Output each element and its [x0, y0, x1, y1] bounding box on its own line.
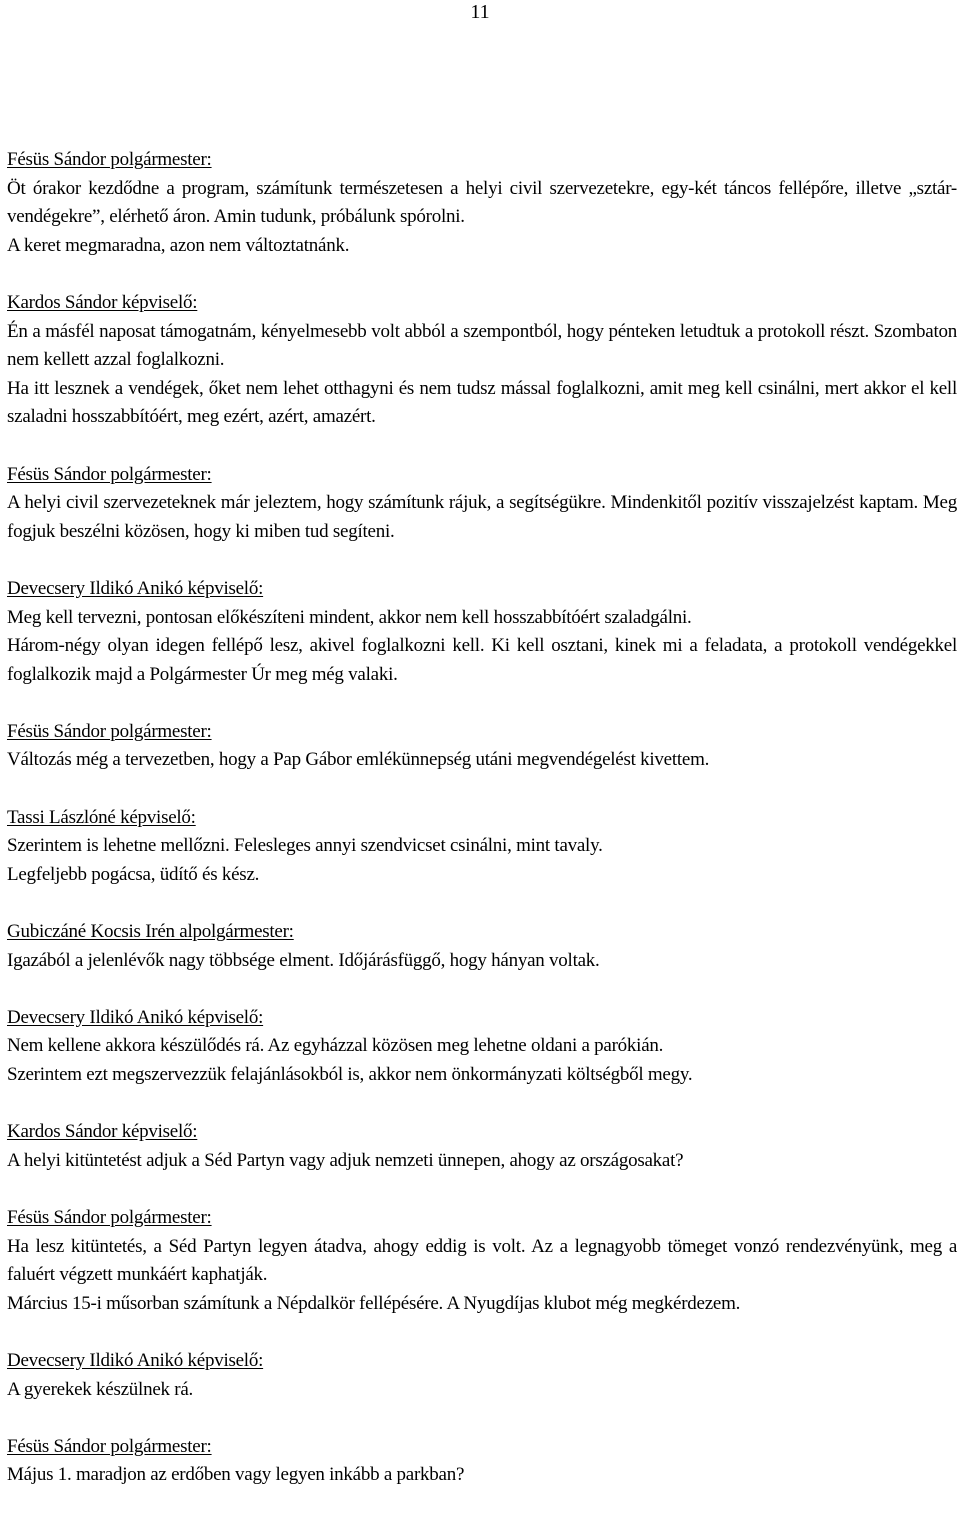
speaker-name: Devecsery Ildikó Anikó képviselő:: [7, 577, 264, 599]
speech-paragraph: A gyerekek készülnek rá.: [7, 1378, 194, 1400]
speech-paragraph: A helyi kitüntetést adjuk a Séd Partyn vagy adjuk nemzeti ünnepen, ahogy az országosakat?: [7, 1149, 684, 1171]
speech-paragraph: Ha itt lesznek a vendégek, őket nem lehet otthagyni és nem tudsz mással foglalkozni, amit meg kell csinálni, mert akkor el kell szaladni hosszabbítóért, meg ezért, azért, amazért.: [7, 377, 957, 428]
page-number: 11: [470, 1, 490, 23]
speech-paragraph: Igazából a jelenlévők nagy többsége elment. Időjárásfüggő, hogy hányan voltak.: [7, 949, 600, 971]
speaker-name: Kardos Sándor képviselő:: [7, 1121, 198, 1143]
speech-paragraph: Három-négy olyan idegen fellépő lesz, akivel foglalkozni kell. Ki kell osztani, kinek mi a feladata, a protokoll vendégekkel foglalkozik majd a Polgármester Úr meg még valaki.: [7, 635, 957, 685]
speech-paragraph: Május 1. maradjon az erdőben vagy legyen inkább a parkban?: [7, 1464, 465, 1486]
speaker-name: Fésüs Sándor polgármester:: [7, 149, 212, 170]
speech-paragraph: Legfeljebb pogácsa, üdítő és kész.: [7, 863, 260, 885]
speaker-name: Devecsery Ildikó Anikó képviselő:: [7, 1349, 264, 1371]
speech-block: [7, 575, 957, 689]
speaker-name: Fésüs Sándor polgármester:: [7, 1206, 212, 1228]
speaker-name: Gubiczáné Kocsis Irén alpolgármester:: [7, 921, 294, 943]
speech-block: [7, 1004, 957, 1090]
speech-paragraph: Ha lesz kitüntetés, a Séd Partyn legyen átadva, ahogy eddig is volt. Az a legnagyobb tömeget vonzó rendezvényünk, meg a faluért végzett munkáért kaphatják.: [7, 1235, 957, 1286]
speech-paragraph: Változás még a tervezetben, hogy a Pap Gábor emlékünnepség utáni megvendégelést kivettem.: [7, 749, 710, 771]
speech-block: [7, 1204, 957, 1318]
speech-block: [7, 1433, 957, 1490]
speaker-name: Tassi Lászlóné képviselő:: [7, 806, 196, 828]
speech-paragraph: Öt órakor kezdődne a program, számítunk természetesen a helyi civil szervezetekre, egy-két táncos fellépőre, illetve „sztár-vendégekre”, elérhető áron. Amin tudunk, próbálunk spórolni.: [7, 177, 957, 228]
speech-paragraph: A helyi civil szervezeteknek már jeleztem, hogy számítunk rájuk, a segítségükre. Mindenkitől pozitív visszajelzést kaptam. Meg fogjuk beszélni közösen, hogy ki miben tud segíteni.: [7, 492, 957, 542]
speech-paragraph: Nem kellene akkora készülődés rá. Az egyházzal közösen meg lehetne oldani a parókián.: [7, 1035, 664, 1057]
speech-block: [7, 804, 957, 890]
speech-paragraph: Meg kell tervezni, pontosan előkészíteni mindent, akkor nem kell hosszabbítóért szaladgálni.: [7, 606, 692, 628]
speaker-name: Fésüs Sándor polgármester:: [7, 720, 212, 742]
speech-block: [7, 718, 957, 775]
speech-paragraph: A keret megmaradna, azon nem változtatnánk.: [7, 234, 350, 256]
speaker-name: Kardos Sándor képviselő:: [7, 291, 198, 313]
minutes-content: [7, 146, 957, 1519]
speech-block: [7, 1118, 957, 1175]
speech-paragraph: Én a másfél naposat támogatnám, kényelmesebb volt abból a szempontból, hogy pénteken letudtuk a protokoll részt. Szombaton nem kellett azzal foglalkozni.: [7, 320, 957, 371]
speaker-name: Fésüs Sándor polgármester:: [7, 1435, 212, 1457]
speaker-name: Devecsery Ildikó Anikó képviselő:: [7, 1006, 264, 1028]
speaker-name: Fésüs Sándor polgármester:: [7, 463, 212, 485]
speech-block: [7, 918, 957, 975]
speech-block: [7, 289, 957, 432]
speech-block: [7, 146, 957, 260]
speech-paragraph: Szerintem is lehetne mellőzni. Felesleges annyi szendvicset csinálni, mint tavaly.: [7, 835, 603, 857]
speech-paragraph: Szerintem ezt megszervezzük felajánlásokból is, akkor nem önkormányzati költségből megy.: [7, 1064, 693, 1085]
speech-block: [7, 461, 957, 547]
speech-block: [7, 1347, 957, 1404]
speech-paragraph: Március 15-i műsorban számítunk a Népdalkör fellépésére. A Nyugdíjas klubot még megkérdezem.: [7, 1292, 741, 1314]
